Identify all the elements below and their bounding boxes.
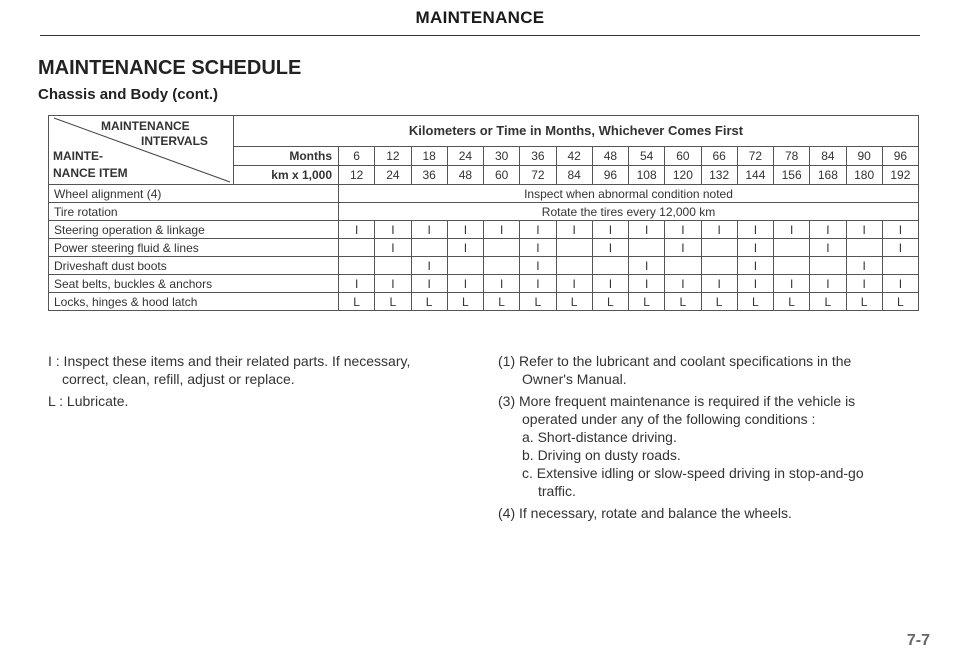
maintenance-schedule-table: [48, 115, 919, 311]
schedule-cell: [701, 239, 737, 257]
km-value: 144: [737, 165, 773, 184]
schedule-cell: I: [882, 275, 918, 293]
table-row: [49, 239, 919, 257]
footnote-3-c-line1: c. Extensive idling or slow-speed driving in stop-and-go: [522, 465, 864, 481]
schedule-cell: [411, 239, 447, 257]
schedule-cell: L: [665, 293, 701, 311]
legend-inspect-line2: correct, clean, refill, adjust or replace.: [62, 371, 295, 387]
corner-label-mainte: MAINTE-: [53, 149, 103, 163]
months-value: 78: [774, 146, 810, 165]
schedule-cell: I: [592, 239, 628, 257]
schedule-cell: [774, 257, 810, 275]
maintenance-item-label: Power steering fluid & lines: [49, 239, 339, 257]
schedule-cell: [810, 257, 846, 275]
schedule-cell: L: [701, 293, 737, 311]
maintenance-item-note: Inspect when abnormal condition noted: [339, 185, 919, 203]
schedule-cell: L: [737, 293, 773, 311]
legend-inspect: [48, 352, 468, 388]
footnote-4: (4) If necessary, rotate and balance the wheels.: [498, 505, 792, 521]
interval-span-header: Kilometers or Time in Months, Whichever Comes First: [234, 116, 919, 147]
schedule-cell: I: [447, 239, 483, 257]
schedule-cell: I: [774, 275, 810, 293]
months-value: 84: [810, 146, 846, 165]
months-value: 30: [484, 146, 520, 165]
corner-label-maintenance: MAINTENANCE: [101, 119, 190, 133]
table-row: [49, 203, 919, 221]
schedule-cell: I: [520, 239, 556, 257]
schedule-cell: I: [701, 275, 737, 293]
schedule-cell: I: [810, 275, 846, 293]
km-value: 48: [447, 165, 483, 184]
schedule-cell: I: [665, 275, 701, 293]
km-value: 84: [556, 165, 592, 184]
schedule-cell: I: [592, 221, 628, 239]
schedule-cell: I: [411, 275, 447, 293]
page-number: 7-7: [906, 632, 930, 649]
schedule-cell: I: [882, 239, 918, 257]
km-value: 12: [339, 165, 375, 184]
footnote-3-c-line2: traffic.: [538, 483, 576, 499]
footnote-1: [498, 352, 918, 388]
schedule-cell: L: [882, 293, 918, 311]
schedule-cell: [665, 257, 701, 275]
maintenance-item-label: Wheel alignment (4): [49, 185, 339, 203]
months-value: 60: [665, 146, 701, 165]
months-value: 66: [701, 146, 737, 165]
schedule-cell: L: [629, 293, 665, 311]
table-row: [49, 221, 919, 239]
schedule-cell: I: [520, 257, 556, 275]
section-title: MAINTENANCE SCHEDULE: [38, 57, 302, 79]
schedule-cell: I: [846, 275, 882, 293]
schedule-cell: [339, 257, 375, 275]
km-label: km x 1,000: [234, 165, 339, 184]
schedule-cell: I: [556, 221, 592, 239]
schedule-cell: I: [375, 221, 411, 239]
km-value: 24: [375, 165, 411, 184]
footnote-1-line1: (1) Refer to the lubricant and coolant specifications in the: [498, 353, 852, 369]
schedule-cell: I: [556, 275, 592, 293]
schedule-cell: I: [411, 257, 447, 275]
table-row: [49, 275, 919, 293]
schedule-cell: I: [375, 239, 411, 257]
schedule-cell: I: [339, 221, 375, 239]
schedule-cell: [339, 239, 375, 257]
maintenance-item-label: Seat belts, buckles & anchors: [49, 275, 339, 293]
maintenance-item-note: Rotate the tires every 12,000 km: [339, 203, 919, 221]
schedule-cell: I: [520, 221, 556, 239]
table-corner-cell: [49, 116, 234, 185]
schedule-cell: L: [520, 293, 556, 311]
schedule-cell: [556, 257, 592, 275]
footnote-3: [498, 392, 918, 500]
schedule-cell: L: [556, 293, 592, 311]
legend-inspect-line1: I : Inspect these items and their related parts. If necessary,: [48, 353, 411, 369]
corner-label-intervals: INTERVALS: [141, 134, 208, 148]
months-value: 72: [737, 146, 773, 165]
schedule-cell: I: [737, 275, 773, 293]
notes-legend: [48, 352, 468, 412]
schedule-cell: L: [592, 293, 628, 311]
table-header-row: [49, 116, 919, 147]
schedule-cell: I: [737, 257, 773, 275]
km-value: 180: [846, 165, 882, 184]
months-value: 42: [556, 146, 592, 165]
km-value: 132: [701, 165, 737, 184]
schedule-cell: I: [629, 221, 665, 239]
footnote-3-a: a. Short-distance driving.: [522, 429, 677, 445]
schedule-cell: I: [484, 221, 520, 239]
schedule-cell: L: [484, 293, 520, 311]
schedule-cell: L: [846, 293, 882, 311]
km-value: 36: [411, 165, 447, 184]
schedule-cell: [556, 239, 592, 257]
schedule-cell: [701, 257, 737, 275]
months-value: 36: [520, 146, 556, 165]
schedule-cell: I: [810, 239, 846, 257]
schedule-cell: I: [737, 239, 773, 257]
maintenance-item-label: Driveshaft dust boots: [49, 257, 339, 275]
schedule-cell: I: [665, 239, 701, 257]
schedule-cell: I: [810, 221, 846, 239]
schedule-cell: L: [411, 293, 447, 311]
maintenance-item-label: Tire rotation: [49, 203, 339, 221]
schedule-cell: L: [447, 293, 483, 311]
schedule-cell: I: [411, 221, 447, 239]
schedule-cell: [484, 257, 520, 275]
corner-label-nance-item: NANCE ITEM: [53, 166, 128, 180]
schedule-cell: I: [339, 275, 375, 293]
schedule-cell: I: [447, 275, 483, 293]
table-row: [49, 257, 919, 275]
schedule-cell: I: [592, 275, 628, 293]
months-value: 18: [411, 146, 447, 165]
months-label: Months: [234, 146, 339, 165]
schedule-cell: I: [882, 221, 918, 239]
months-value: 48: [592, 146, 628, 165]
schedule-cell: L: [375, 293, 411, 311]
km-value: 120: [665, 165, 701, 184]
maintenance-item-label: Locks, hinges & hood latch: [49, 293, 339, 311]
schedule-cell: I: [665, 221, 701, 239]
km-value: 60: [484, 165, 520, 184]
page-header-title: MAINTENANCE: [415, 8, 545, 27]
schedule-cell: I: [701, 221, 737, 239]
table-row: [49, 185, 919, 203]
schedule-cell: L: [339, 293, 375, 311]
footnote-3-line2: operated under any of the following conditions :: [522, 411, 816, 427]
months-value: 90: [846, 146, 882, 165]
maintenance-item-label: Steering operation & linkage: [49, 221, 339, 239]
schedule-cell: [447, 257, 483, 275]
schedule-cell: I: [629, 275, 665, 293]
schedule-cell: I: [375, 275, 411, 293]
schedule-cell: [629, 239, 665, 257]
months-value: 6: [339, 146, 375, 165]
schedule-cell: [882, 257, 918, 275]
schedule-cell: I: [846, 221, 882, 239]
schedule-cell: I: [447, 221, 483, 239]
schedule-cell: L: [810, 293, 846, 311]
km-value: 168: [810, 165, 846, 184]
section-subtitle: Chassis and Body (cont.): [38, 86, 219, 103]
table-row: [49, 293, 919, 311]
schedule-cell: I: [846, 257, 882, 275]
km-value: 192: [882, 165, 918, 184]
schedule-cell: [846, 239, 882, 257]
notes-footnotes: [498, 352, 918, 524]
months-value: 54: [629, 146, 665, 165]
months-value: 24: [447, 146, 483, 165]
km-value: 72: [520, 165, 556, 184]
footnote-3-line1: (3) More frequent maintenance is required if the vehicle is: [498, 393, 856, 409]
schedule-cell: [592, 257, 628, 275]
schedule-cell: [774, 239, 810, 257]
schedule-cell: I: [629, 257, 665, 275]
schedule-cell: I: [520, 275, 556, 293]
schedule-cell: I: [774, 221, 810, 239]
schedule-cell: I: [737, 221, 773, 239]
km-value: 108: [629, 165, 665, 184]
header-divider: [40, 35, 920, 36]
km-value: 156: [774, 165, 810, 184]
legend-lubricate: L : Lubricate.: [48, 393, 129, 409]
footnote-3-b: b. Driving on dusty roads.: [522, 447, 681, 463]
schedule-cell: [375, 257, 411, 275]
schedule-cell: L: [774, 293, 810, 311]
schedule-cell: I: [484, 275, 520, 293]
months-value: 12: [375, 146, 411, 165]
footnote-1-line2: Owner's Manual.: [522, 371, 627, 387]
months-value: 96: [882, 146, 918, 165]
km-value: 96: [592, 165, 628, 184]
schedule-cell: [484, 239, 520, 257]
